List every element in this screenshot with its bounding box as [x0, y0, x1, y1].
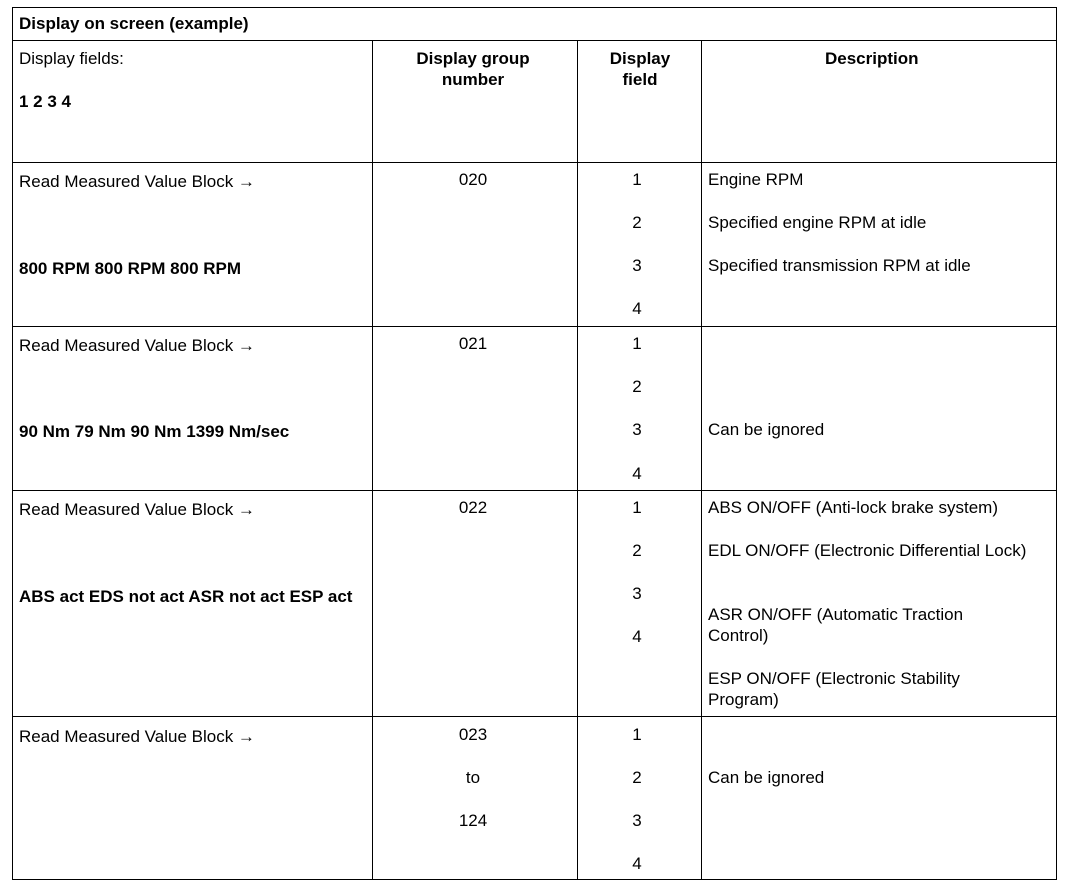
- row-values: 90 Nm 79 Nm 90 Nm 1399 Nm/sec: [19, 422, 290, 441]
- field-number: 1: [632, 334, 642, 353]
- description: Can be ignored: [708, 420, 825, 439]
- table-title: Display on screen (example): [19, 14, 249, 33]
- description: Can be ignored: [708, 768, 825, 787]
- description: Engine RPM: [708, 170, 804, 189]
- table-row: [13, 163, 1056, 327]
- field-number: 1: [632, 170, 642, 189]
- field-number: 1: [632, 498, 642, 517]
- field-number: 4: [632, 299, 642, 318]
- row-label: Read Measured Value Block →: [19, 727, 255, 746]
- description: Specified engine RPM at idle: [708, 213, 927, 232]
- field-number: 2: [632, 768, 642, 787]
- field-number: 3: [632, 811, 642, 830]
- group-number: 020: [458, 170, 488, 189]
- description: ABS ON/OFF (Anti-lock brake system): [708, 498, 998, 517]
- description: Specified transmission RPM at idle: [708, 256, 971, 275]
- field-number: 3: [632, 584, 642, 603]
- row-label: Read Measured Value Block →: [19, 172, 255, 191]
- description: ASR ON/OFF (Automatic Traction Control): [708, 605, 964, 645]
- table-row: [13, 491, 1056, 717]
- field-number: 2: [632, 541, 642, 560]
- row-label: Read Measured Value Block →: [19, 336, 255, 355]
- group-number: to: [465, 768, 481, 787]
- header-group-number: Display group number: [416, 49, 530, 89]
- field-number: 4: [632, 627, 642, 646]
- field-number: 4: [632, 854, 642, 873]
- field-number: 4: [632, 464, 642, 483]
- field-number: 3: [632, 256, 642, 275]
- field-number: 3: [632, 420, 642, 439]
- header-display-field: Display field: [609, 49, 671, 89]
- display-fields-label: Display fields:: [19, 49, 124, 68]
- display-fields-numbers: 1 2 3 4: [19, 92, 71, 111]
- group-number: 021: [458, 334, 488, 353]
- field-number: 1: [632, 725, 642, 744]
- table-title-bar: [13, 8, 1056, 41]
- header-description: Description: [825, 49, 919, 68]
- group-number: 124: [458, 811, 488, 830]
- header-row: [13, 41, 1056, 163]
- display-table: [12, 7, 1057, 880]
- description: EDL ON/OFF (Electronic Differential Lock): [708, 541, 1027, 560]
- row-label: Read Measured Value Block →: [19, 500, 255, 519]
- table-row: [13, 717, 1056, 881]
- group-number: 022: [458, 498, 488, 517]
- table-row: [13, 327, 1056, 491]
- row-values: ABS act EDS not act ASR not act ESP act: [19, 587, 353, 606]
- description: ESP ON/OFF (Electronic Stability Program): [708, 669, 960, 709]
- row-values: 800 RPM 800 RPM 800 RPM: [19, 259, 242, 278]
- group-number: 023: [458, 725, 488, 744]
- field-number: 2: [632, 213, 642, 232]
- field-number: 2: [632, 377, 642, 396]
